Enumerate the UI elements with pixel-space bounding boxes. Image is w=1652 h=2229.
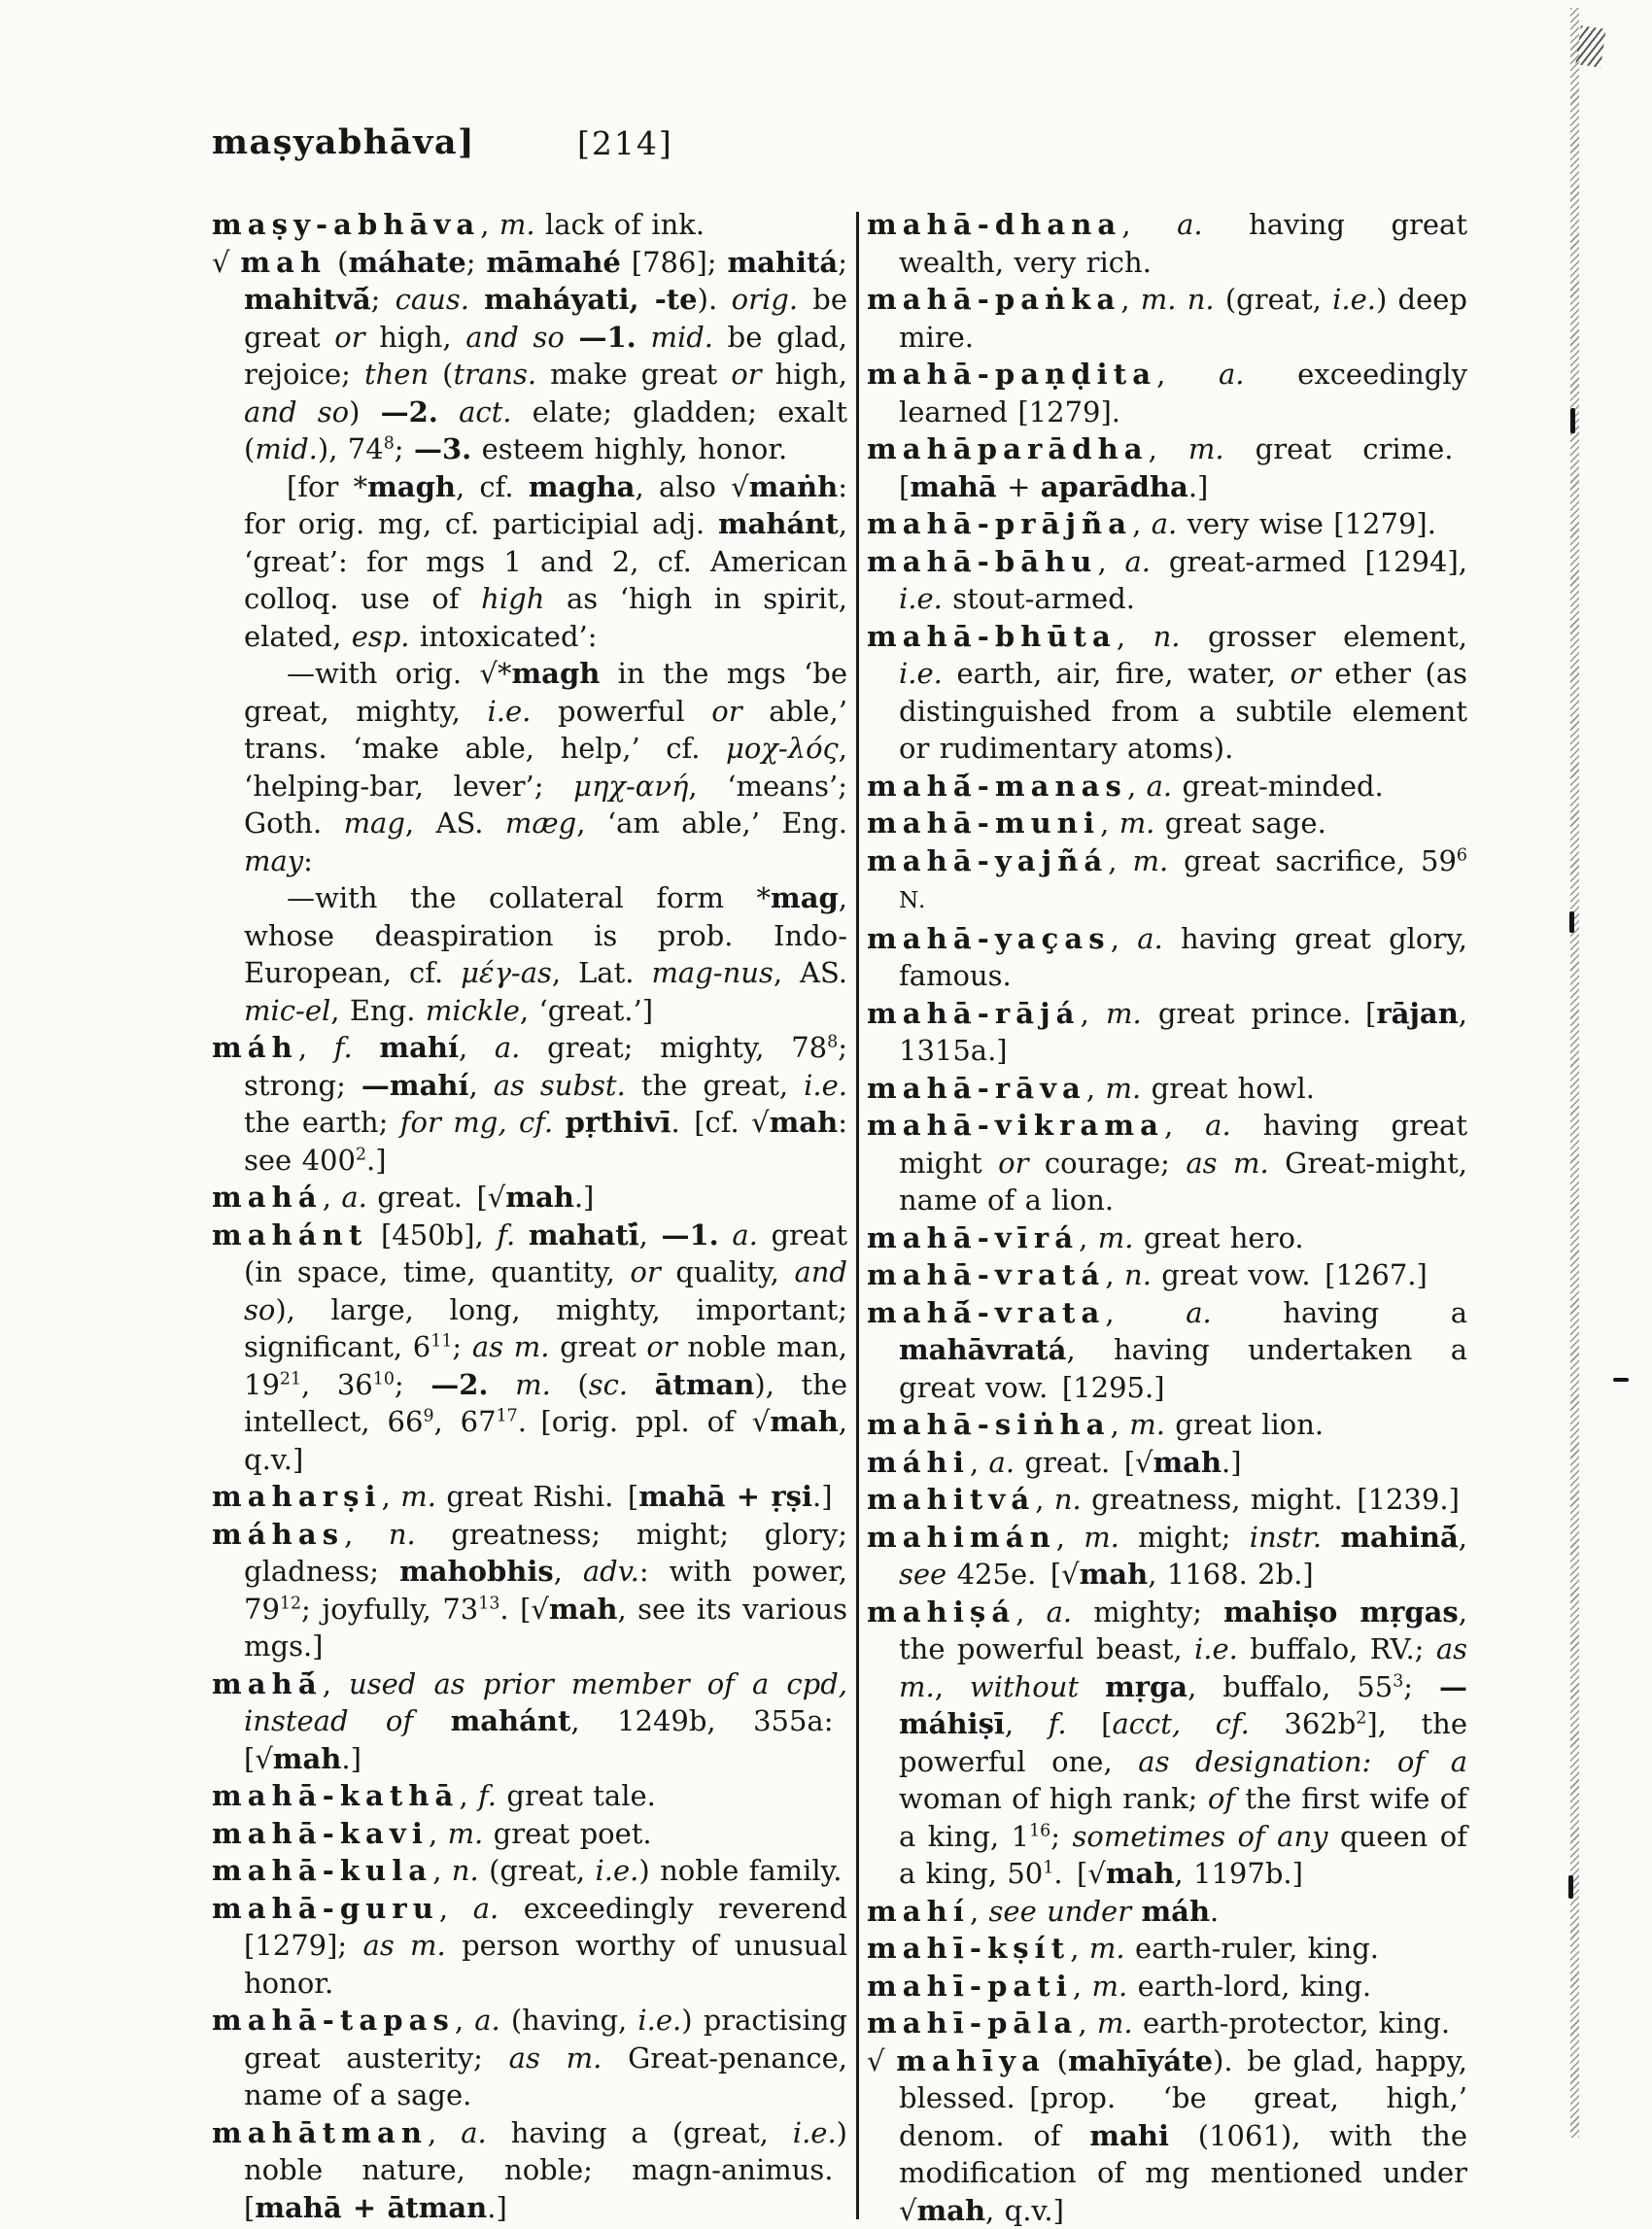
dictionary-entry: mahā-paṅka, m. n. (great, i.e.) deep mire. [867, 281, 1467, 356]
dictionary-entry: mahā́-vrata, a. having a mahāvratá, having undertaken a great vow. [1295.] [867, 1294, 1467, 1407]
dictionary-entry: mahā-rājá, m. great prince. [rājan, 1315a.] [867, 995, 1467, 1070]
scan-artifact-edge-hatch [1570, 8, 1579, 2138]
running-head: maṣyabhāva] [212, 122, 475, 162]
dictionary-entry: mahitvá, n. greatness, might. [1239.] [867, 1481, 1467, 1519]
scan-artifact-corner-hatch [1575, 25, 1605, 67]
page-number: [214] [577, 124, 673, 162]
dictionary-entry: mahī-pati, m. earth-lord, king. [867, 1968, 1467, 2006]
dictionary-entry: mahá, a. great. [√mah.] [212, 1179, 847, 1217]
scan-artifact [1613, 1378, 1629, 1382]
dictionary-entry: máhas, n. greatness; might; glory; gladness; mahobhis, adv.: with power, $79^{12}$; joyfully, $73^{13}$. [√mah, see its various mgs.] [212, 1516, 847, 1665]
dictionary-entry: mahā-kathā, f. great tale. [212, 1777, 847, 1815]
text-block [212, 206, 1467, 2229]
dictionary-entry: mahā-yajñá, m. great sacrifice, $59^6$ N. [867, 842, 1467, 920]
dictionary-entry: mahā-dhana, a. having great wealth, very rich. [867, 206, 1467, 281]
dictionary-entry: mahā-kula, n. (great, i.e.) noble family. [212, 1852, 847, 1890]
dictionary-entry: mahā́-manas, a. great-minded. [867, 768, 1467, 806]
dictionary-entry: mahā-vīrá, m. great hero. [867, 1219, 1467, 1257]
dictionary-entry: mahā-yaças, a. having great glory, famous. [867, 920, 1467, 995]
dictionary-entry: mahā-muni, m. great sage. [867, 805, 1467, 842]
dictionary-entry: √ mahīya (mahīyáte). be glad, happy, blessed. [prop. ‘be great, high,’ denom. of mahi (1061), with the modification of mg mentioned under √mah, q.v.] [867, 2042, 1467, 2229]
dictionary-entry: mahī-kṣít, m. earth-ruler, king. [867, 1930, 1467, 1968]
scan-artifact [1570, 408, 1575, 433]
scan-artifact [1569, 911, 1574, 933]
dictionary-entry: mahā-rāva, m. great howl. [867, 1070, 1467, 1108]
entry-paragraph: —with orig. √*magh in the mgs ‘be great, mighty, i.e. powerful or able,’ trans. ‘make able, help,’ cf. μοχ-λός, ‘helping-bar, lever’; μηχ-ανή, ‘means’; Goth. mag, AS. mæg, ‘am able,’ Eng. may: [212, 655, 847, 879]
dictionary-entry: maṣy-abhāva, m. lack of ink. [212, 206, 847, 244]
dictionary-entry: mahā-kavi, m. great poet. [212, 1815, 847, 1853]
right-column [867, 206, 1467, 2229]
dictionary-entry: mahánt [450b], f. mahatī́, —1. a. great (in space, time, quantity, or quality, and so), large, long, mighty, important; significant, $6^{11}$; as m. great or noble man, $19^{21}$, $36^{10}$; —2. m. (sc. ātman), the intellect, $66^9$, $67^{17}$. [orig. ppl. of √mah, q.v.] [212, 1217, 847, 1479]
entry-paragraph: —with the collateral form *mag, whose deaspiration is prob. Indo-European, cf. μέγ-as, Lat. mag-nus, AS. mic-el, Eng. mickle, ‘great.’] [212, 879, 847, 1029]
dictionary-entry: mahātman, a. having a (great, i.e.) noble nature, noble; magn-animus. [mahā + ātman.] [212, 2114, 847, 2227]
column-divider-rule [856, 212, 859, 2219]
dictionary-entry: maharṣi, m. great Rishi. [mahā + ṛṣi.] [212, 1478, 847, 1516]
dictionary-entry: mahā-bāhu, a. great-armed [1294], i.e. stout-armed. [867, 543, 1467, 618]
dictionary-entry: mahā-guru, a. exceedingly reverend [1279]; as m. person worthy of unusual honor. [212, 1890, 847, 2003]
dictionary-entry: mahā-paṇḍita, a. exceedingly learned [1279]. [867, 356, 1467, 430]
dictionary-entry: √ mah (máhate; māmahé [786]; mahitá; mahitvā́; caus. maháyati, -te). orig. be great or high, and so —1. mid. be glad, rejoice; then (trans. make great or high, and so) —2. act. elate; gladden; exalt (mid.), $74^8$; —3. esteem highly, honor. [212, 244, 847, 468]
left-column [212, 206, 847, 2229]
dictionary-entry: mahiṣá, a. mighty; mahiṣo mṛgas, the powerful beast, i.e. buffalo, RV.; as m., without mṛga, buffalo, $55^3$; —máhiṣī, f. [acct, cf. $362b^2$], the powerful one, as designation: of a woman of high rank; of the first wife of a king, $1^{16}$; sometimes of any queen of a king, $50^1$. [√mah, 1197b.] [867, 1594, 1467, 1893]
dictionary-entry: máhi, a. great. [√mah.] [867, 1444, 1467, 1482]
dictionary-entry: máh, f. mahí, a. great; mighty, $78^8$; strong; —mahí, as subst. the great, i.e. the earth; for mg, cf. pṛthivī. [cf. √mah: see $400^2$.] [212, 1029, 847, 1179]
dictionary-entry: mahāparādha, m. great crime. [mahā + aparādha.] [867, 430, 1467, 505]
dictionary-entry: mahā-vratá, n. great vow. [1267.] [867, 1256, 1467, 1294]
dictionary-entry: mahā-siṅha, m. great lion. [867, 1406, 1467, 1444]
scan-artifact [1568, 1875, 1573, 1899]
dictionary-entry: mahā-prājña, a. very wise [1279]. [867, 505, 1467, 543]
dictionary-entry: mahí, see under máh. [867, 1893, 1467, 1931]
dictionary-entry: mahā-vikrama, a. having great might or courage; as m. Great-might, name of a lion. [867, 1107, 1467, 1219]
dictionary-entry: mahā-tapas, a. (having, i.e.) practising great austerity; as m. Great-penance, name of a sage. [212, 2002, 847, 2114]
dictionary-entry: mahā-bhūta, n. grosser element, i.e. earth, air, fire, water, or ether (as distinguished from a subtile element or rudimentary atoms). [867, 618, 1467, 768]
entry-paragraph: [for *magh, cf. magha, also √maṅh: for orig. mg, cf. participial adj. mahánt, ‘great’: for mgs 1 and 2, cf. American colloq. use of high as ‘high in spirit, elated, esp. intoxicated’: [212, 468, 847, 656]
dictionary-entry: mahī-pāla, m. earth-protector, king. [867, 2005, 1467, 2042]
dictionary-entry: mahimán, m. might; instr. mahinā́, see 425e. [√mah, 1168. 2b.] [867, 1519, 1467, 1594]
dictionary-entry: mahā́, used as prior member of a cpd, instead of mahánt, 1249b, 355a: [√mah.] [212, 1665, 847, 1778]
